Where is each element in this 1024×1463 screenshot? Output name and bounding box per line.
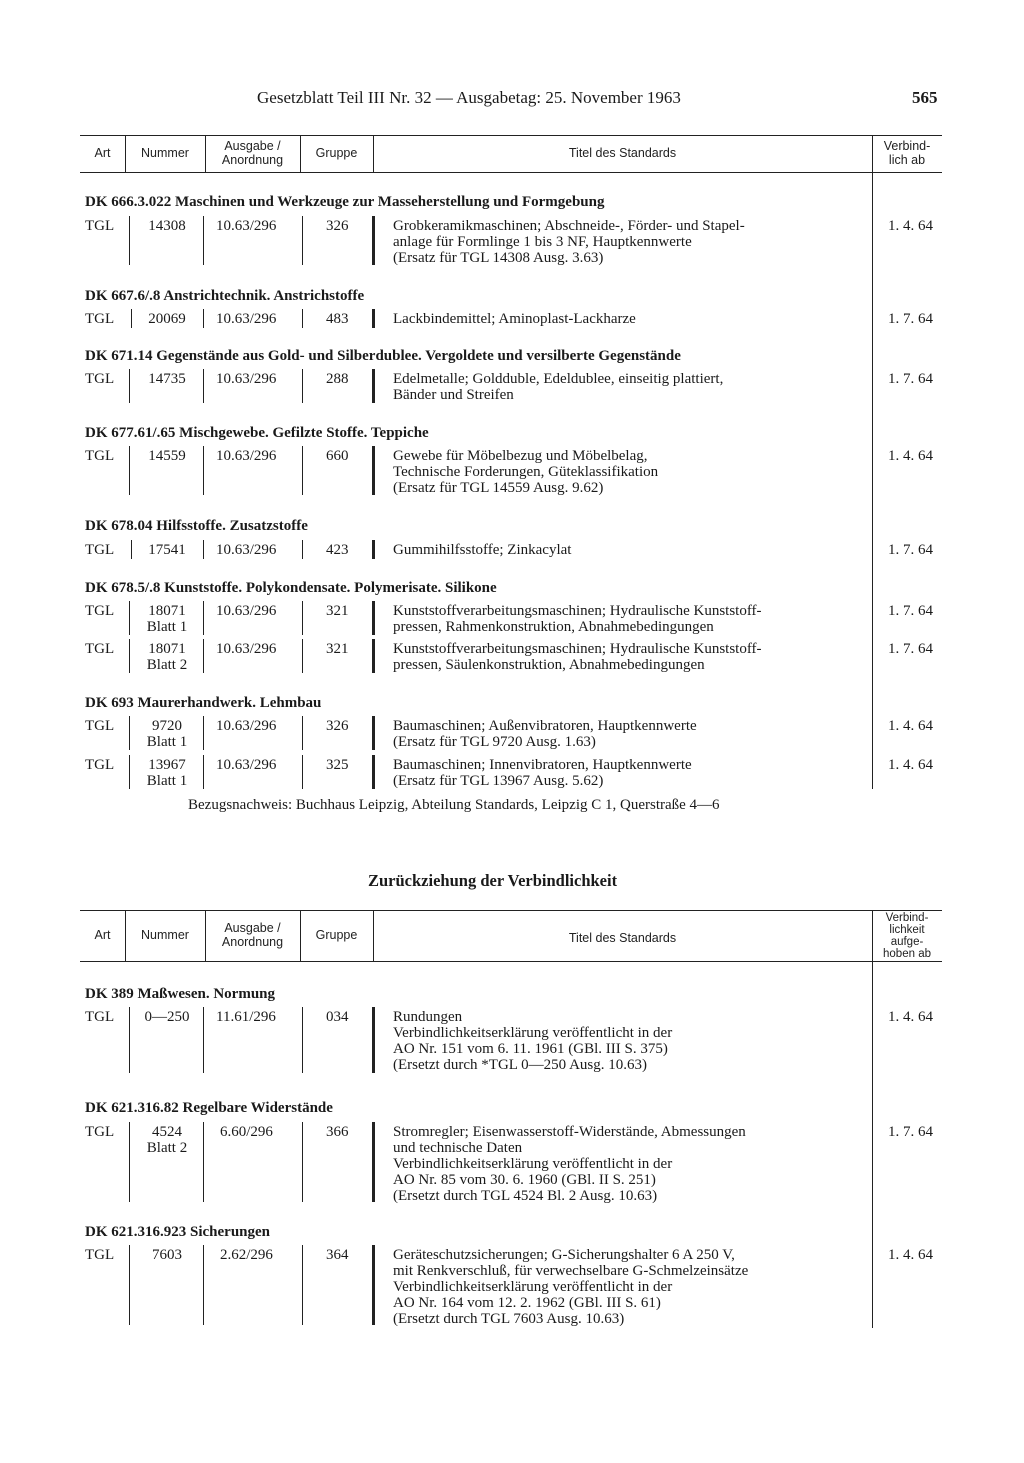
cell-art: TGL xyxy=(85,603,115,619)
row-divider xyxy=(372,1245,375,1325)
row-divider xyxy=(129,369,130,403)
cell-ausgabe: 10.63/296 xyxy=(216,757,277,773)
col-header-verbindlichkeit: Verbind- lichkeit aufge- hoben ab xyxy=(883,912,931,960)
section-heading: DK 671.14 Gegenstände aus Gold- und Silberdublee. Vergoldete und versilberte Gegenstände xyxy=(85,348,681,364)
cell-titel: Edelmetalle; Goldduble, Edeldublee, einseitig plattiert, Bänder und Streifen xyxy=(393,371,724,403)
row-divider xyxy=(372,369,375,403)
table-header-rule xyxy=(80,172,942,173)
cell-verbindlich: 1. 7. 64 xyxy=(888,371,933,387)
cell-nummer: 18071 Blatt 1 xyxy=(146,603,188,635)
row-divider xyxy=(372,1122,375,1202)
cell-gruppe: 483 xyxy=(326,311,349,327)
cell-art: TGL xyxy=(85,371,115,387)
cell-titel: Kunststoffverarbeitungsmaschinen; Hydraulische Kunststoff- pressen, Säulenkonstruktion, Abnahmebedingungen xyxy=(393,641,762,673)
row-divider xyxy=(203,446,204,495)
row-divider xyxy=(129,639,130,673)
cell-art: TGL xyxy=(85,542,115,558)
row-divider xyxy=(302,1007,303,1073)
cell-ausgabe: 10.63/296 xyxy=(216,448,277,464)
row-divider xyxy=(372,1007,375,1073)
cell-art: TGL xyxy=(85,718,115,734)
cell-gruppe: 326 xyxy=(326,218,349,234)
col-header-nummer: Nummer xyxy=(141,146,189,160)
cell-titel: Stromregler; Eisenwasserstoff-Widerstände, Abmessungen und technische Daten Verbindlichkeitserklärung veröffentlicht in der AO Nr. 85 vom 30. 6. 1960 (GBl. II S. 251) (Ersetzt durch TGL 4524 Bl. 2 Ausg. 10.63) xyxy=(393,1124,746,1204)
col-header-titel: Titel des Standards xyxy=(568,931,677,945)
row-divider xyxy=(203,1007,204,1073)
section-heading: DK 667.6/.8 Anstrichtechnik. Anstrichstoffe xyxy=(85,288,365,304)
row-divider xyxy=(302,309,303,328)
row-divider xyxy=(372,309,375,328)
cell-verbindlich: 1. 7. 64 xyxy=(888,311,933,327)
cell-nummer: 4524 Blatt 2 xyxy=(146,1124,188,1156)
cell-verbindlich: 1. 7. 64 xyxy=(888,542,933,558)
section-heading: DK 621.316.923 Sicherungen xyxy=(85,1224,271,1240)
cell-nummer: 18071 Blatt 2 xyxy=(146,641,188,673)
cell-ausgabe: 2.62/296 xyxy=(220,1247,273,1263)
cell-gruppe: 366 xyxy=(326,1124,349,1140)
cell-gruppe: 321 xyxy=(326,641,349,657)
cell-ausgabe: 6.60/296 xyxy=(220,1124,273,1140)
cell-gruppe: 325 xyxy=(326,757,349,773)
cell-verbindlich: 1. 4. 64 xyxy=(888,718,933,734)
cell-ausgabe: 10.63/296 xyxy=(216,641,277,657)
cell-gruppe: 660 xyxy=(326,448,349,464)
cell-nummer: 17541 xyxy=(148,542,186,558)
cell-ausgabe: 10.63/296 xyxy=(216,311,277,327)
table-top-rule xyxy=(80,135,942,136)
cell-ausgabe: 10.63/296 xyxy=(216,218,277,234)
cell-nummer: 9720 Blatt 1 xyxy=(146,718,188,750)
row-divider xyxy=(203,639,204,673)
cell-gruppe: 423 xyxy=(326,542,349,558)
cell-titel: Grobkeramikmaschinen; Abschneide-, Förder- und Stapel- anlage für Formlinge 1 bis 3 NF, Hauptkennwerte (Ersatz für TGL 14308 Ausg. 3.63) xyxy=(393,218,745,266)
cell-nummer: 13967 Blatt 1 xyxy=(146,757,188,789)
row-divider xyxy=(372,755,375,789)
row-divider xyxy=(302,369,303,403)
cell-gruppe: 321 xyxy=(326,603,349,619)
cell-verbindlich: 1. 7. 64 xyxy=(888,641,933,657)
footnote: Bezugsnachweis: Buchhaus Leipzig, Abteilung Standards, Leipzig C 1, Querstraße 4—6 xyxy=(188,797,720,813)
row-divider xyxy=(129,446,130,495)
col-header-art: Art xyxy=(94,146,111,160)
col-divider-verbindlich xyxy=(872,910,873,1328)
row-divider xyxy=(203,716,204,750)
col-header-nummer: Nummer xyxy=(141,928,189,942)
row-divider xyxy=(302,716,303,750)
row-divider xyxy=(372,639,375,673)
col-header-gruppe: Gruppe xyxy=(315,146,358,160)
cell-ausgabe: 10.63/296 xyxy=(216,603,277,619)
section-heading: DK 677.61/.65 Mischgewebe. Gefilzte Stoffe. Teppiche xyxy=(85,425,429,441)
row-divider xyxy=(129,1245,130,1325)
cell-verbindlich: 1. 4. 64 xyxy=(888,757,933,773)
cell-art: TGL xyxy=(85,218,115,234)
page-number: 565 xyxy=(912,88,938,107)
cell-ausgabe: 10.63/296 xyxy=(216,371,277,387)
table-top-rule xyxy=(80,910,942,911)
cell-verbindlich: 1. 7. 64 xyxy=(888,1124,933,1140)
row-divider xyxy=(302,540,303,559)
row-divider xyxy=(372,216,375,265)
cell-verbindlich: 1. 4. 64 xyxy=(888,218,933,234)
section-title: Zurückziehung der Verbindlichkeit xyxy=(368,871,618,890)
row-divider xyxy=(203,755,204,789)
row-divider xyxy=(302,1122,303,1202)
cell-art: TGL xyxy=(85,448,115,464)
cell-verbindlich: 1. 4. 64 xyxy=(888,1247,933,1263)
cell-titel: Baumaschinen; Außenvibratoren, Hauptkennwerte (Ersatz für TGL 9720 Ausg. 1.63) xyxy=(393,718,697,750)
col-header-ausgabe: Ausgabe / Anordnung xyxy=(221,921,284,949)
cell-verbindlich: 1. 4. 64 xyxy=(888,448,933,464)
cell-titel: Gewebe für Möbelbezug und Möbelbelag, Technische Forderungen, Güteklassifikation (Ersatz für TGL 14559 Ausg. 9.62) xyxy=(393,448,659,496)
row-divider xyxy=(203,369,204,403)
cell-gruppe: 364 xyxy=(326,1247,349,1263)
row-divider xyxy=(129,216,130,265)
row-divider xyxy=(129,1122,130,1202)
cell-nummer: 7603 xyxy=(152,1247,182,1263)
row-divider xyxy=(302,1245,303,1325)
cell-nummer: 20069 xyxy=(148,311,186,327)
cell-titel: Baumaschinen; Innenvibratoren, Hauptkennwerte (Ersatz für TGL 13967 Ausg. 5.62) xyxy=(393,757,692,789)
row-divider xyxy=(372,540,375,559)
row-divider xyxy=(372,716,375,750)
row-divider xyxy=(129,1007,130,1073)
row-divider xyxy=(372,446,375,495)
table-header-rule xyxy=(80,961,942,962)
col-header-ausgabe: Ausgabe / Anordnung xyxy=(221,139,284,167)
row-divider xyxy=(372,601,375,635)
row-divider xyxy=(302,216,303,265)
cell-verbindlich: 1. 7. 64 xyxy=(888,603,933,619)
cell-verbindlich: 1. 4. 64 xyxy=(888,1009,933,1025)
cell-art: TGL xyxy=(85,1124,115,1140)
cell-titel: Geräteschutzsicherungen; G-Sicherungshalter 6 A 250 V, mit Renkverschluß, für verwechselbare G-Schmelzeinsätze Verbindlichkeitserklärung veröffentlicht in der AO Nr. 164 vom 12. 2. 1962 (GBl. III S. 61) (Ersetzt durch TGL 7603 Ausg. 10.63) xyxy=(393,1247,749,1327)
cell-art: TGL xyxy=(85,1247,115,1263)
cell-art: TGL xyxy=(85,1009,115,1025)
cell-nummer: 14308 xyxy=(148,218,186,234)
row-divider xyxy=(129,755,130,789)
cell-ausgabe: 11.61/296 xyxy=(216,1009,276,1025)
row-divider xyxy=(302,755,303,789)
row-divider xyxy=(203,1122,204,1202)
row-divider xyxy=(302,601,303,635)
cell-nummer: 14559 xyxy=(148,448,186,464)
cell-gruppe: 288 xyxy=(326,371,349,387)
section-heading: DK 389 Maßwesen. Normung xyxy=(85,986,275,1002)
cell-titel: Rundungen Verbindlichkeitserklärung veröffentlicht in der AO Nr. 151 vom 6. 11. 1961 (GBl. III S. 375) (Ersetzt durch *TGL 0—250 Ausg. 10.63) xyxy=(393,1009,673,1073)
section-heading: DK 693 Maurerhandwerk. Lehmbau xyxy=(85,695,322,711)
col-header-gruppe: Gruppe xyxy=(315,928,358,942)
cell-art: TGL xyxy=(85,757,115,773)
col-header-titel: Titel des Standards xyxy=(568,146,677,160)
cell-ausgabe: 10.63/296 xyxy=(216,718,277,734)
row-divider xyxy=(203,540,204,559)
cell-nummer: 14735 xyxy=(148,371,186,387)
row-divider xyxy=(129,601,130,635)
col-header-verbindlich: Verbind- lich ab xyxy=(883,139,931,167)
cell-art: TGL xyxy=(85,311,115,327)
row-divider xyxy=(302,446,303,495)
row-divider xyxy=(302,639,303,673)
section-heading: DK 678.5/.8 Kunststoffe. Polykondensate. Polymerisate. Silikone xyxy=(85,580,497,596)
cell-titel: Gummihilfsstoffe; Zinkacylat xyxy=(393,542,572,558)
col-header-art: Art xyxy=(94,928,111,942)
cell-gruppe: 326 xyxy=(326,718,349,734)
section-heading: DK 666.3.022 Maschinen und Werkzeuge zur Masseherstellung und Formgebung xyxy=(85,194,605,210)
section-heading: DK 621.316.82 Regelbare Widerstände xyxy=(85,1100,333,1116)
row-divider xyxy=(129,716,130,750)
row-divider xyxy=(203,1245,204,1325)
cell-titel: Kunststoffverarbeitungsmaschinen; Hydraulische Kunststoff- pressen, Rahmenkonstruktion, Abnahmebedingungen xyxy=(393,603,762,635)
row-divider xyxy=(203,309,204,328)
cell-gruppe: 034 xyxy=(326,1009,349,1025)
col-divider-verbindlich xyxy=(872,135,873,789)
row-divider xyxy=(203,216,204,265)
cell-nummer: 0—250 xyxy=(144,1009,190,1025)
row-divider xyxy=(203,601,204,635)
section-heading: DK 678.04 Hilfsstoffe. Zusatzstoffe xyxy=(85,518,308,534)
page-header-title: Gesetzblatt Teil III Nr. 32 — Ausgabetag: 25. November 1963 xyxy=(257,88,681,107)
cell-art: TGL xyxy=(85,641,115,657)
cell-titel: Lackbindemittel; Aminoplast-Lackharze xyxy=(393,311,636,327)
cell-ausgabe: 10.63/296 xyxy=(216,542,277,558)
